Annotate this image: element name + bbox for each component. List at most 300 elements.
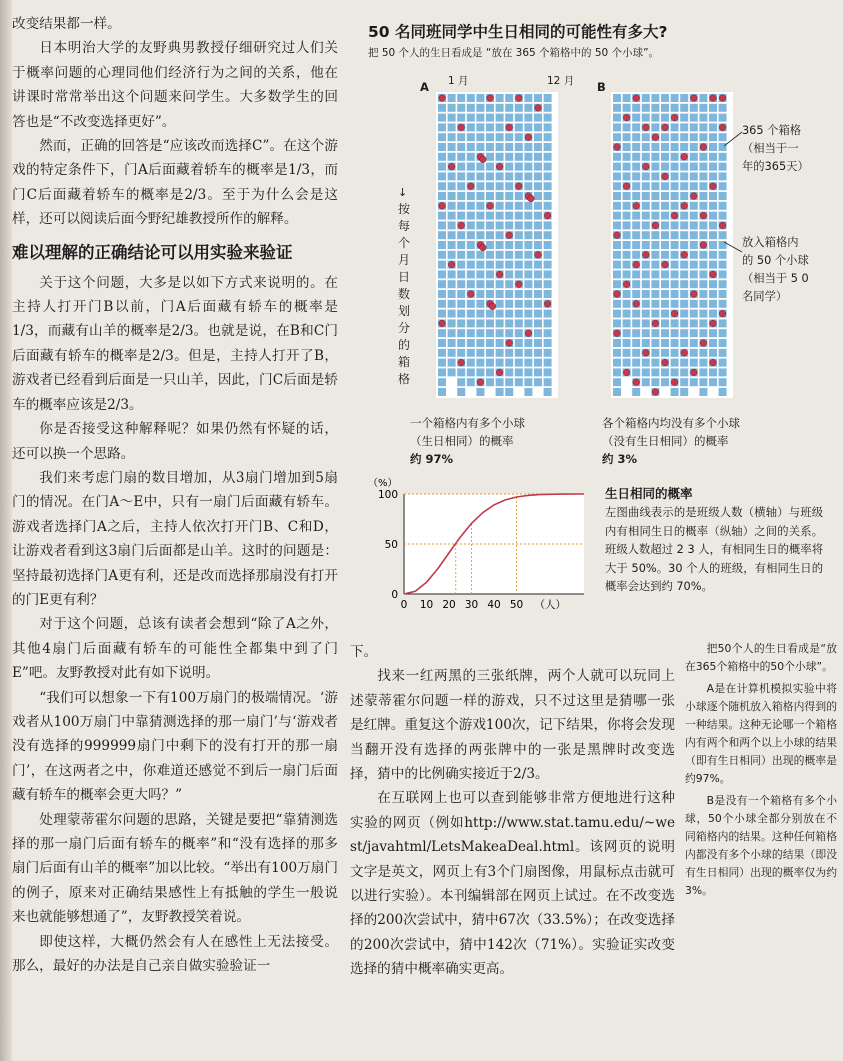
grid-cell [524,359,532,367]
grid-cell [699,133,707,141]
grid-cell [690,349,698,357]
grid-cell [524,290,532,298]
grid-cell [457,212,465,220]
grid-cell [515,378,523,386]
grid-cell [476,310,484,318]
probability-chart [364,474,596,620]
grid-cell [709,172,717,180]
grid-cell [524,241,532,249]
grid-cell [515,251,523,259]
grid-cell [623,123,631,131]
ball [506,340,513,347]
grid-b-label: B [597,80,606,94]
grid-cell [524,339,532,347]
grid-cell [438,339,446,347]
grid-cell [524,310,532,318]
y-tick-label: 50 [384,539,398,551]
grid-cell [486,133,494,141]
ball [710,95,717,102]
grid-cell [642,270,650,278]
grid-cell [661,349,669,357]
grid-cell [671,368,679,376]
grid-cell [661,192,669,200]
grid-cell [642,329,650,337]
grid-cell [699,270,707,278]
grid-cell [486,104,494,112]
y-tick-label: 100 [377,489,398,501]
grid-cell [496,300,504,308]
grid-cell [486,290,494,298]
grid-cell [642,114,650,122]
grid-cell [544,270,552,278]
grid-cell [486,143,494,151]
grid-cell [651,212,659,220]
grid-cell [699,280,707,288]
grid-cell [515,104,523,112]
grid-cell [457,231,465,239]
grid-cell [505,221,513,229]
grid-cell [699,261,707,269]
grid-cell [486,163,494,171]
grid-cell [515,339,523,347]
grid-cell [651,359,659,367]
grid-cell [699,251,707,259]
grid-cell [448,172,456,180]
grid-cell [467,143,475,151]
grid-cell [476,123,484,131]
grid-cell [632,349,640,357]
grid-cell [524,378,532,386]
grid-cell [651,114,659,122]
grid-cell [457,192,465,200]
grid-cell [496,339,504,347]
grid-cell [613,212,621,220]
grid-cell [515,290,523,298]
grid-cell [486,123,494,131]
grid-cell [651,153,659,161]
grid-cell [438,261,446,269]
grid-cell [496,359,504,367]
grid-cell [544,231,552,239]
grid-cell [496,280,504,288]
grid-cell [651,261,659,269]
grid-cell [544,388,552,396]
grid-cell [438,221,446,229]
grid-cell [534,192,542,200]
grid-cell [505,261,513,269]
grid-cell [661,221,669,229]
grid-cell [534,280,542,288]
grid-cell [496,143,504,151]
grid-cell [457,319,465,327]
ball [496,369,503,376]
grid-cell [544,359,552,367]
grid-cell [680,104,688,112]
grid-cell [534,300,542,308]
grid-cell [476,221,484,229]
grid-cell [680,261,688,269]
grid-cell [699,231,707,239]
grid-cell [486,172,494,180]
ball [458,222,465,229]
grid-cell [651,192,659,200]
grid-cell [457,251,465,259]
grid-cell [524,270,532,278]
grid-cell [476,133,484,141]
grid-cell [690,319,698,327]
grid-cell [623,241,631,249]
grid-cell [438,143,446,151]
arrow-text: ↓ 按每个月日数划分的箱格 [398,184,414,388]
paragraph: 在互联网上也可以查到能够非常方便地进行这种实验的网页（例如http://www.stat.tamu.edu/~west/javahtml/LetsMakeaDeal.html。该网页的说明文字是英文，网页上有3个门扇图像，用鼠标点击就可以进行实验）。本刊编辑部在网页上试过。在不改变选择的200次尝试中，猜中67次（33.5%）；在改变选择的200次尝试中，猜中142次（71%）。实验证实改变选择的猜中概率确实更高。 [350,790,675,978]
grid-cell [680,310,688,318]
grid-cell [661,231,669,239]
grid-cell [476,280,484,288]
ball [633,95,640,102]
grid-cell [671,133,679,141]
grid-cell [680,329,688,337]
grid-cell [544,123,552,131]
side-note-balls: 放入箱格内 的 50 个小球 （相当于 5 0 名同学） [742,236,809,303]
ball [516,95,523,102]
grid-cell [486,221,494,229]
grid-cell [544,310,552,318]
grid-cell [438,192,446,200]
grid-cell [613,359,621,367]
grid-cell [632,251,640,259]
grid-cell [544,114,552,122]
grid-cell [544,251,552,259]
grid-cell [467,231,475,239]
grid-cell [534,202,542,210]
grid-cell [680,359,688,367]
grid-cell [448,104,456,112]
grid-cell [709,310,717,318]
paragraph: 找来一红两黑的三张纸牌，两个人就可以玩同上述蒙蒂霍尔问题一样的游戏，只不过这里是猜哪一张是红牌。重复这个游戏100次，记下结果，你将会发现当翻开没有选择的两张牌中的一张是黑牌时改变选择，猜中的比例确实接近于2/3。 [350,668,676,783]
grid-cell [690,310,698,318]
grid-cell [515,143,523,151]
grid-cell [467,378,475,386]
grid-cell [642,143,650,151]
grid-cell [496,182,504,190]
grid-cell [613,368,621,376]
grid-cell [671,94,679,102]
grid-cell [623,261,631,269]
grid-cell [671,172,679,180]
grid-cell [651,368,659,376]
grid-cell [651,378,659,386]
grid-cell [709,212,717,220]
grid-cell [505,182,513,190]
grid-cell [486,359,494,367]
grid-cell [544,319,552,327]
grid-cell [486,261,494,269]
right-caption-column [685,640,837,904]
ball [623,114,630,121]
grid-cell [534,123,542,131]
grid-cell [632,388,640,396]
grid-cell [486,349,494,357]
grid-cell [467,123,475,131]
ball [691,193,698,200]
grid-cell [534,212,542,220]
grid-cell [524,300,532,308]
grid-cell [671,251,679,259]
ball [528,195,535,202]
x-tick-label: 30 [464,599,479,611]
grid-cell [448,270,456,278]
down-arrow-icon: ↓ [398,186,408,199]
grid-cell [709,280,717,288]
grid-cell [496,319,504,327]
ball [662,124,669,131]
middle-text-column [350,640,675,982]
grid-cell [699,123,707,131]
grid-cell [438,251,446,259]
grid-cell [709,290,717,298]
grid-cell [467,202,475,210]
grid-cell [534,221,542,229]
paragraph: 然而，正确的回答是“应该改而选择C”。在这个游戏的特定条件下，门A后面藏着轿车的概率是1/3，而门C后面藏着轿车的概率是2/3。至于为什么会是这样，还可以阅读后面今野纪雄教授所作的解释。 [12,138,338,228]
grid-cell [524,349,532,357]
grid-cell [515,212,523,220]
x-tick-label: 20 [442,599,456,611]
section-heading: 难以理解的正确结论可以用实验来验证 [12,242,293,262]
grid-cell [476,349,484,357]
grid-cell [671,231,679,239]
paragraph: 我们来考虑门扇的数目增加，从3扇门增加到5扇门的情况。在门A～E中，只有一扇门后面藏有轿车。游戏者选择门A之后，主持人依次打开门B、C和D，让游戏者看到这3扇门后面都是山羊。这时的问题是：坚持最初选择门A更有利，还是改而选择那扇没有打开的门E更有利？ [12,469,338,608]
grid-cell [524,153,532,161]
grid-cell [438,388,446,396]
grid-cell [467,339,475,347]
grid-cell [476,388,484,396]
grid-cell [505,114,513,122]
grid-cell [709,251,717,259]
grid-cell [457,153,465,161]
grid-cell [476,339,484,347]
grid-cell [486,310,494,318]
grid-cell [632,182,640,190]
grid-cell [642,104,650,112]
grid-cell [632,172,640,180]
grid-cell [613,192,621,200]
grid-cell [632,329,640,337]
grid-cell [661,114,669,122]
grid-cell [496,329,504,337]
grid-cell [448,319,456,327]
grid-cell [632,368,640,376]
grid-cell [505,349,513,357]
grid-cell [534,368,542,376]
grid-cell [544,153,552,161]
grid-cell [544,349,552,357]
grid-cell [680,123,688,131]
grid-cell [476,94,484,102]
grid-cell [613,221,621,229]
x-tick-label: 10 [419,599,434,611]
grid-cell [690,300,698,308]
grid-cell [467,270,475,278]
grid-cell [661,339,669,347]
grid-cell [699,94,707,102]
grid-cell [534,143,542,151]
grid-cell [496,378,504,386]
grid-cell [613,172,621,180]
ball [700,340,707,347]
grid-cell [623,163,631,171]
grid-cell [544,172,552,180]
grid-cell [690,359,698,367]
grid-cell [544,192,552,200]
ball [681,154,688,161]
grid-cell [642,182,650,190]
grid-cell [632,310,640,318]
grid-cell [671,319,679,327]
grid-cell [524,104,532,112]
figure-title: 50 名同班同学中生日相同的可能性有多大? [368,23,668,41]
grid-cell [524,202,532,210]
grid-cell [661,270,669,278]
ball [614,232,621,239]
grid-cell [438,290,446,298]
grid-cell [690,182,698,190]
grid-cell [690,123,698,131]
grid-cell [457,368,465,376]
grid-cell [623,104,631,112]
grid-cell [534,163,542,171]
grid-cell [661,251,669,259]
grid-cell [448,114,456,122]
grid-cell [699,153,707,161]
grid-cell [515,231,523,239]
ball [710,183,717,190]
grid-cell [680,192,688,200]
grid-cell [515,300,523,308]
grid-cell [467,114,475,122]
grid-cell [438,153,446,161]
grid-cell [486,153,494,161]
grid-cell [613,163,621,171]
grid-cell [719,329,727,337]
grid-cell [448,251,456,259]
grid-cell [515,261,523,269]
grid-cell [476,261,484,269]
grid-cell [486,212,494,220]
grid-cell [534,172,542,180]
grid-cell [661,202,669,210]
grid-cell [467,280,475,288]
grid-cell [486,241,494,249]
grid-cell [457,378,465,386]
grid-cell [457,133,465,141]
grid-cell [613,388,621,396]
grid-cell [642,212,650,220]
grid-cell [632,290,640,298]
grid-cell [719,349,727,357]
grid-cell [496,94,504,102]
grid-cell [486,319,494,327]
grid-cell [534,94,542,102]
grid-cell [496,221,504,229]
grid-cell [505,388,513,396]
grid-cell [719,339,727,347]
grid-cell [496,212,504,220]
grid-cell [632,163,640,171]
grid-cell [719,300,727,308]
grid-cell [496,133,504,141]
grid-cell [699,368,707,376]
grid-cell [651,231,659,239]
grid-cell [438,310,446,318]
grid-cell [613,153,621,161]
grid-cell [642,319,650,327]
caption-paragraph: 把50个人的生日看成是“放在365个箱格中的50个小球”。 [685,642,837,673]
grid-cell [680,270,688,278]
grid-cell [496,114,504,122]
ball [671,212,678,219]
grid-cell [524,212,532,220]
month-dec-label: 12 月 [547,75,575,87]
grid-cell [709,192,717,200]
grid-cell [496,349,504,357]
grid-cell [671,202,679,210]
grid-cell [457,310,465,318]
grid-cell [505,280,513,288]
grid-cell [505,251,513,259]
grid-cell [651,104,659,112]
ball [614,144,621,151]
grid-cell [486,280,494,288]
grid-cell [505,172,513,180]
grid-cell [467,133,475,141]
grid-cell [448,212,456,220]
grid-cell [661,290,669,298]
grid-b-caption: 各个箱格内均没有多个小球 （没有生日相同）的概率 约 3% [602,416,740,466]
grid-cell [467,319,475,327]
ball [681,252,688,259]
grid-cell [632,231,640,239]
grid-cell [613,310,621,318]
grid-cell [524,388,532,396]
grid-cell [642,231,650,239]
ball [633,301,640,308]
ball [448,163,455,170]
grid-cell [496,261,504,269]
grid-a-caption: 一个箱格内有多个小球 （生日相同）的概率 约 97% [410,416,525,466]
grid-cell [496,192,504,200]
grid-cell [680,241,688,249]
ball [614,330,621,337]
grid-cell [438,123,446,131]
grid-cell [448,241,456,249]
grid-cell [438,172,446,180]
grid-cell [651,290,659,298]
grid-cell [709,163,717,171]
grid-cell [476,329,484,337]
grid-cell [699,359,707,367]
grid-cell [486,192,494,200]
grid-cell [651,280,659,288]
ball [710,320,717,327]
ball [652,389,659,396]
ball [496,163,503,170]
grid-cell [680,388,688,396]
grid-cell [719,388,727,396]
grid-cell [438,329,446,337]
grid-cell [505,133,513,141]
grid-cell [642,368,650,376]
ball [671,379,678,386]
